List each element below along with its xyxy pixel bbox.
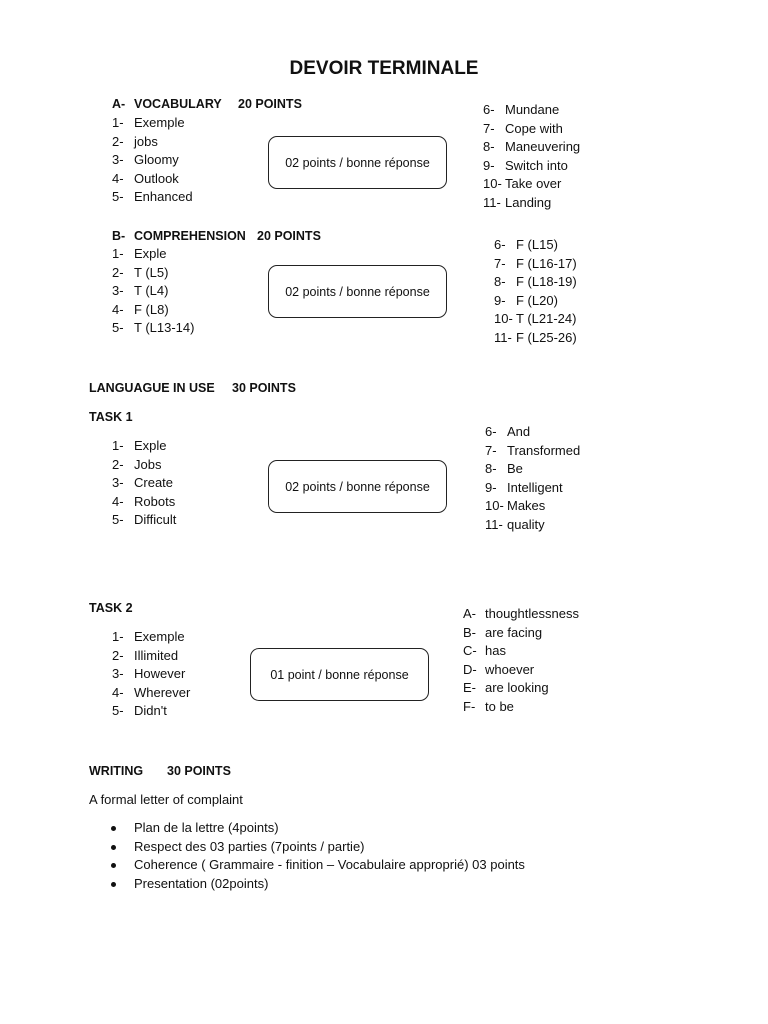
item-letter: D- bbox=[463, 661, 477, 677]
item-number: 5- bbox=[112, 703, 124, 719]
item-letter: E- bbox=[463, 680, 476, 696]
item-text: F (L18-19) bbox=[516, 274, 577, 290]
item-text: Plan de la lettre (4points) bbox=[134, 820, 279, 835]
item-number: 6- bbox=[483, 102, 495, 117]
list-item bbox=[494, 310, 577, 329]
item-text: are facing bbox=[485, 624, 543, 640]
task2-list-right bbox=[463, 605, 579, 717]
item-number: 1- bbox=[112, 115, 124, 130]
list-item bbox=[112, 133, 193, 152]
language-heading: LANGUAGUE IN USE bbox=[89, 381, 215, 395]
item-text: T (L5) bbox=[134, 264, 169, 280]
item-letter: F- bbox=[463, 698, 476, 714]
item-text: Mundane bbox=[505, 102, 560, 117]
item-text: Jobs bbox=[134, 456, 162, 472]
vocabulary-heading bbox=[112, 97, 222, 111]
item-number: 4- bbox=[112, 493, 124, 509]
item-text: F (L16-17) bbox=[516, 255, 577, 271]
item-number: 1- bbox=[112, 438, 124, 453]
writing-points: 30 POINTS bbox=[167, 764, 231, 778]
list-item bbox=[112, 647, 190, 666]
item-text: Outlook bbox=[134, 170, 179, 186]
item-text: Maneuvering bbox=[505, 139, 581, 155]
list-item bbox=[485, 460, 580, 479]
list-item bbox=[483, 138, 580, 157]
list-item bbox=[483, 157, 580, 176]
item-text: to be bbox=[485, 698, 514, 714]
list-item bbox=[89, 856, 525, 875]
item-letter: A- bbox=[463, 606, 476, 621]
language-points: 30 POINTS bbox=[232, 381, 296, 395]
list-item bbox=[494, 236, 577, 255]
item-number: 1- bbox=[112, 246, 124, 261]
list-item bbox=[112, 114, 193, 133]
list-item bbox=[112, 684, 190, 703]
item-number: 7- bbox=[485, 442, 497, 458]
item-text: Respect des 03 parties (7points / partie) bbox=[134, 838, 365, 854]
item-text: Exple bbox=[134, 246, 167, 261]
item-number: 8- bbox=[483, 139, 495, 155]
list-item bbox=[112, 264, 194, 283]
item-number: 2- bbox=[112, 133, 124, 149]
item-text: Cope with bbox=[505, 120, 563, 136]
comprehension-heading bbox=[112, 229, 246, 243]
item-letter: C- bbox=[463, 643, 477, 659]
list-item bbox=[463, 661, 579, 680]
item-text: T (L13-14) bbox=[134, 320, 195, 336]
item-number: 3- bbox=[112, 666, 124, 682]
item-text: Presentation (02points) bbox=[134, 875, 269, 891]
list-item bbox=[112, 456, 176, 475]
list-item bbox=[494, 292, 577, 311]
list-item bbox=[485, 497, 580, 516]
writing-criteria-list bbox=[89, 819, 525, 893]
item-text: whoever bbox=[485, 661, 535, 677]
list-item bbox=[463, 679, 579, 698]
vocabulary-points: 20 POINTS bbox=[238, 97, 302, 111]
item-number: 9- bbox=[485, 479, 497, 495]
list-item bbox=[112, 665, 190, 684]
list-item bbox=[112, 170, 193, 189]
item-number: 6- bbox=[485, 424, 497, 439]
item-text: Exemple bbox=[134, 629, 185, 644]
item-number: 10- bbox=[485, 498, 504, 514]
list-item bbox=[483, 101, 580, 120]
item-text: are looking bbox=[485, 680, 549, 696]
section-label: COMPREHENSION bbox=[134, 229, 246, 243]
item-text: And bbox=[507, 424, 531, 439]
item-text: quality bbox=[507, 516, 545, 532]
item-number: 3- bbox=[112, 283, 124, 299]
item-text: F (L8) bbox=[134, 301, 169, 317]
task1-heading: TASK 1 bbox=[89, 410, 133, 424]
item-text: Switch into bbox=[505, 157, 568, 173]
list-item bbox=[463, 698, 579, 717]
list-item bbox=[485, 516, 580, 535]
writing-heading: WRITING bbox=[89, 764, 144, 778]
item-number: 2- bbox=[112, 647, 124, 663]
item-text: Didn't bbox=[134, 703, 167, 719]
item-number: 7- bbox=[483, 120, 495, 136]
section-letter: A- bbox=[112, 97, 126, 111]
list-item bbox=[112, 301, 194, 320]
item-text: has bbox=[485, 643, 506, 659]
item-text: jobs bbox=[134, 133, 158, 149]
page-title: DEVOIR TERMINALE bbox=[289, 58, 479, 79]
list-item bbox=[112, 702, 190, 721]
list-item bbox=[112, 319, 194, 338]
item-text: Create bbox=[134, 475, 174, 491]
item-text: Be bbox=[507, 461, 523, 477]
list-item bbox=[89, 838, 525, 857]
section-letter: B- bbox=[112, 229, 126, 243]
item-text: Intelligent bbox=[507, 479, 563, 495]
item-text: F (L15) bbox=[516, 237, 558, 252]
item-number: 5- bbox=[112, 512, 124, 528]
item-text: F (L20) bbox=[516, 292, 558, 308]
bullet-icon bbox=[111, 826, 116, 831]
vocabulary-list-right bbox=[483, 101, 580, 213]
item-number: 3- bbox=[112, 152, 124, 168]
list-item bbox=[112, 282, 194, 301]
item-number: 9- bbox=[494, 292, 506, 308]
item-number: 11- bbox=[494, 329, 512, 345]
task2-heading: TASK 2 bbox=[89, 601, 133, 615]
item-number: 3- bbox=[112, 475, 124, 491]
item-text: Wherever bbox=[134, 684, 191, 700]
writing-subtitle: A formal letter of complaint bbox=[89, 792, 243, 807]
list-item bbox=[485, 423, 580, 442]
item-number: 2- bbox=[112, 456, 124, 472]
item-number: 10- bbox=[483, 176, 502, 192]
item-number: 4- bbox=[112, 170, 124, 186]
bullet-icon bbox=[111, 863, 116, 868]
scoring-box: 02 points / bonne réponse bbox=[268, 460, 447, 513]
bullet-icon bbox=[111, 845, 116, 850]
item-number: 11- bbox=[485, 516, 503, 532]
vocabulary-list-left bbox=[112, 114, 193, 207]
item-number: 7- bbox=[494, 255, 506, 271]
item-number: 8- bbox=[494, 274, 506, 290]
item-number: 2- bbox=[112, 264, 124, 280]
item-text: T (L4) bbox=[134, 283, 169, 299]
item-text: Exple bbox=[134, 438, 167, 453]
item-number: 5- bbox=[112, 320, 124, 336]
item-text: Take over bbox=[505, 176, 562, 192]
list-item bbox=[494, 273, 577, 292]
item-text: Coherence ( Grammaire - finition – Vocabulaire approprié) 03 points bbox=[134, 857, 525, 873]
item-text: Landing bbox=[505, 194, 552, 210]
comprehension-points: 20 POINTS bbox=[257, 229, 321, 243]
scoring-box: 02 points / bonne réponse bbox=[268, 265, 447, 318]
list-item bbox=[89, 819, 525, 838]
list-item bbox=[463, 624, 579, 643]
list-item bbox=[112, 511, 176, 530]
item-text: thoughtlessness bbox=[485, 606, 579, 621]
list-item bbox=[485, 442, 580, 461]
item-text: T (L21-24) bbox=[516, 311, 577, 327]
item-number: 1- bbox=[112, 629, 124, 644]
item-number: 6- bbox=[494, 237, 506, 252]
scoring-box: 01 point / bonne réponse bbox=[250, 648, 429, 701]
item-text: Exemple bbox=[134, 115, 185, 130]
list-item bbox=[483, 194, 580, 213]
item-text: Gloomy bbox=[134, 152, 179, 168]
item-number: 4- bbox=[112, 684, 124, 700]
item-text: However bbox=[134, 666, 186, 682]
item-text: Makes bbox=[507, 498, 546, 514]
item-number: 9- bbox=[483, 157, 495, 173]
list-item bbox=[112, 151, 193, 170]
list-item bbox=[483, 175, 580, 194]
item-text: Transformed bbox=[507, 442, 581, 458]
list-item bbox=[494, 329, 577, 348]
list-item bbox=[89, 875, 525, 894]
list-item bbox=[112, 474, 176, 493]
item-text: F (L25-26) bbox=[516, 329, 577, 345]
bullet-icon bbox=[111, 882, 116, 887]
item-number: 4- bbox=[112, 301, 124, 317]
item-text: Robots bbox=[134, 493, 176, 509]
list-item bbox=[112, 245, 194, 264]
section-label: VOCABULARY bbox=[134, 97, 222, 111]
scoring-box: 02 points / bonne réponse bbox=[268, 136, 447, 189]
list-item bbox=[463, 642, 579, 661]
task1-list-right bbox=[485, 423, 580, 535]
task2-list-left bbox=[112, 628, 190, 721]
item-letter: B- bbox=[463, 624, 476, 640]
comprehension-list-right bbox=[494, 236, 577, 348]
list-item bbox=[494, 255, 577, 274]
item-number: 10- bbox=[494, 311, 513, 327]
task1-list-left bbox=[112, 437, 176, 530]
list-item bbox=[112, 437, 176, 456]
item-number: 11- bbox=[483, 194, 501, 210]
item-number: 8- bbox=[485, 461, 497, 477]
comprehension-list-left bbox=[112, 245, 194, 338]
list-item bbox=[112, 188, 193, 207]
item-text: Difficult bbox=[134, 512, 177, 528]
list-item bbox=[112, 493, 176, 512]
list-item bbox=[485, 479, 580, 498]
item-text: Enhanced bbox=[134, 189, 193, 205]
item-text: Illimited bbox=[134, 647, 179, 663]
list-item bbox=[483, 120, 580, 139]
list-item bbox=[463, 605, 579, 624]
item-number: 5- bbox=[112, 189, 124, 205]
list-item bbox=[112, 628, 190, 647]
